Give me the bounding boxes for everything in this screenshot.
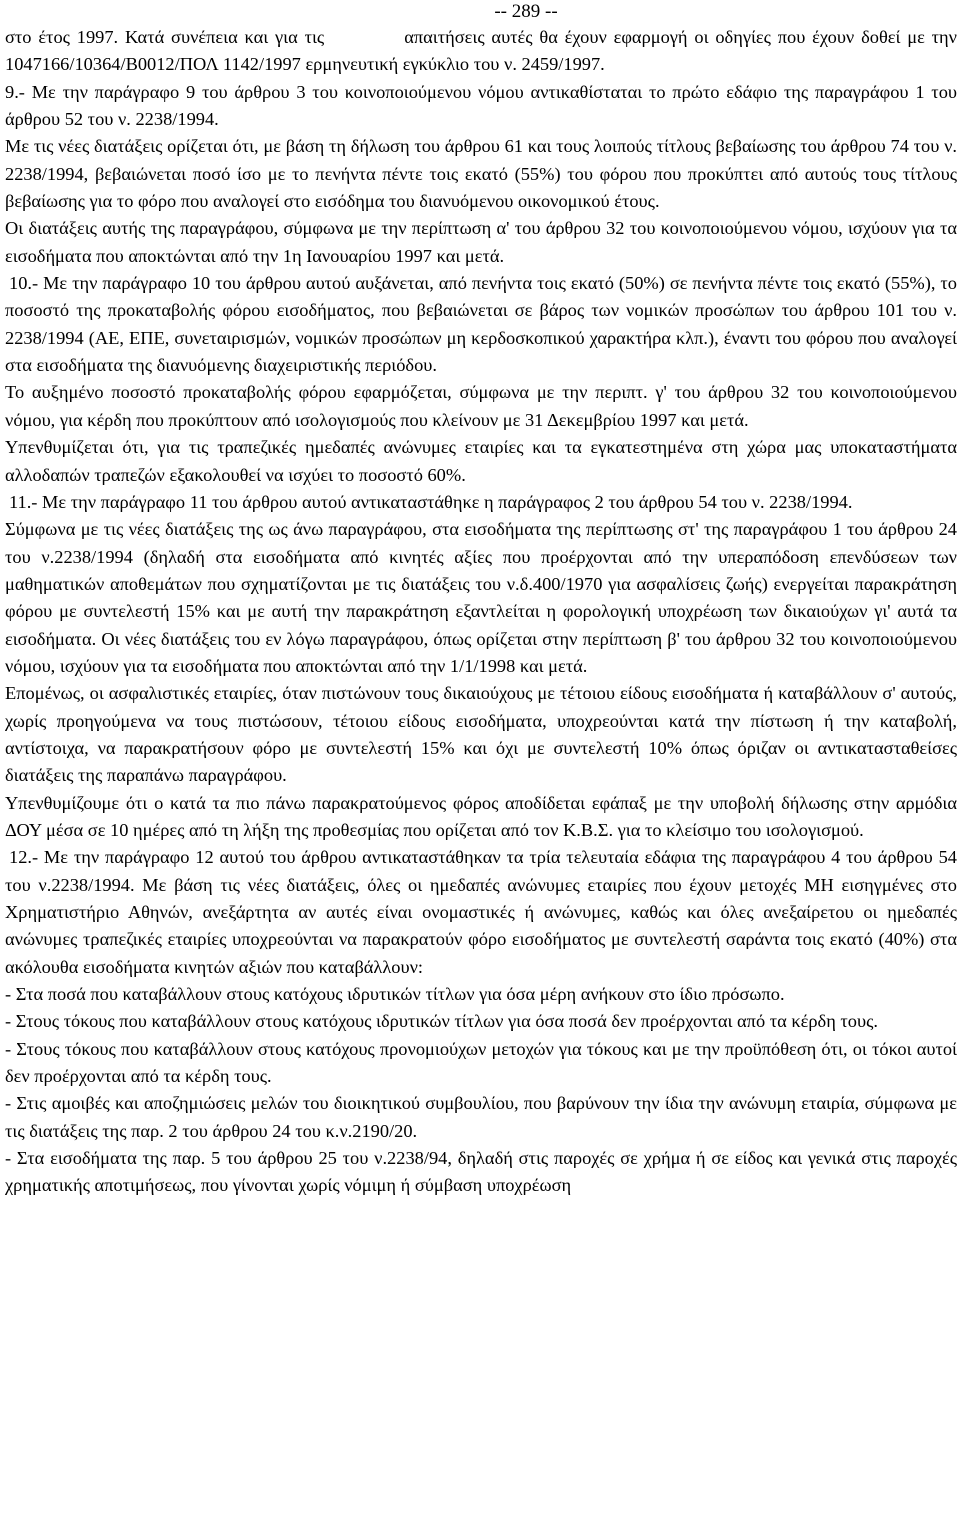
paragraph bbox=[5, 24, 957, 79]
bullet-item: - Στα ποσά που καταβάλλουν στους κατόχους ιδρυτικών τίτλων για όσα μέρη ανήκουν στο ίδιο πρόσωπο. bbox=[5, 984, 785, 1005]
paragraph: Σύμφωνα με τις νέες διατάξεις της ως άνω παραγράφου, στα εισοδήματα της περίπτωσης στ' της παραγράφου 1 του άρθρου 24 του ν.2238/1994 (δηλαδή στα εισοδήματα από κινητές αξίες που προέρχονται από την υπεραπόδοση επενδύσεων των μαθηματικών αποθεμάτων που σχηματίζονται με τις διατάξεις του ν.δ.400/1970 για ασφαλίσεις ζωής) ενεργείται παρακράτηση φόρου με συντελεστή 15% και με αυτή την παρακράτηση εξαντλείται η φορολογική υποχρέωση των δικαιούχων γι' αυτά τα εισοδήματα. Οι νέες διατάξεις του εν λόγω παραγράφου, όπως ορίζεται στην περίπτωση β' του άρθρου 32 του κοινοποιούμενου νόμου, ισχύουν για τα εισοδήματα που αποκτώνται από την 1/1/1998 και μετά. bbox=[5, 519, 957, 676]
paragraph: 10.- Με την παράγραφο 10 του άρθρου αυτού αυξάνεται, από πενήντα τοις εκατό (50%) σε πενήντα πέντε τοις εκατό (55%), το ποσοστό της προκαταβολής φόρου εισοδήματος, που βεβαιώνεται σε βάρος των νομικών προσώπων του άρθρου 101 του ν. 2238/1994 (ΑΕ, ΕΠΕ, συνεταιρισμών, νομικών προσώπων μη κερδοσκοπικού χαρακτήρα κλπ.), έναντι του φόρου που αναλογεί στα εισοδήματα της διανυόμενης διαχειριστικής περιόδου. bbox=[5, 273, 957, 376]
paragraph: Επομένως, οι ασφαλιστικές εταιρίες, όταν πιστώνουν τους δικαιούχους με τέτοιου είδους εισοδήματα ή καταβάλλουν σ' αυτούς, χωρίς προηγούμενα να τους πιστώσουν, τέτοιου είδους εισοδήματα, υποχρεούνται κατά την πίστωση ή την καταβολή, αντίστοιχα, να παρακρατήσουν φόρο με συντελεστή 15% και όχι με συντελεστή 10% όπως όριζαν οι αντικατασταθείσες διατάξεις της παραπάνω παραγράφου. bbox=[5, 683, 957, 786]
bullet-item: - Στους τόκους που καταβάλλουν στους κατόχους ιδρυτικών τίτλων για όσα ποσά δεν προέρχονται από τα κέρδη τους. bbox=[5, 1011, 878, 1032]
page-number: -- 289 -- bbox=[494, 1, 558, 22]
paragraph: 11.- Με την παράγραφο 11 του άρθρου αυτού αντικαταστάθηκε η παράγραφος 2 του άρθρου 54 του ν. 2238/1994. bbox=[9, 491, 853, 512]
paragraph: 12.- Με την παράγραφο 12 αυτού του άρθρου αντικαταστάθηκαν τα τρία τελευταία εδάφια της παραγράφου 4 του άρθρου 54 του ν.2238/1994. Με βάση τις νέες διατάξεις, όλες οι ημεδαπές ανώνυμες εταιρίες που έχουν μετοχές ΜΗ εισηγμένες στο Χρηματιστήριο Αθηνών, ανεξάρτητα αν αυτές είναι ονομαστικές ή ανώνυμες, καθώς και όλες ανεξαίρετου οι ημεδαπές ανώνυμες τραπεζικές εταιρίες υποχρεούνται να παρακρατούν φόρο εισοδήματος με συντελεστή σαράντα τοις εκατό (40%) στα ακόλουθα εισοδήματα κινητών αξιών που καταβάλλουν: bbox=[5, 847, 957, 977]
paragraph: Υπενθυμίζουμε ότι ο κατά τα πιο πάνω παρακρατούμενος φόρος αποδίδεται εφάπαξ με την υποβολή δήλωσης στην αρμόδια ΔΟΥ μέσα σε 10 ημέρες από τη λήξη της προθεσμίας που ορίζεται από τον Κ.Β.Σ. για το κλείσιμο του ισολογισμού. bbox=[5, 792, 957, 840]
paragraph-text-start: στο έτος 1997. Κατά συνέπεια και για τις bbox=[5, 27, 325, 47]
paragraph: Υπενθυμίζεται ότι, για τις τραπεζικές ημεδαπές ανώνυμες εταιρίες και τα εγκατεστημένα στη χώρα μας υποκαταστήματα αλλοδαπών τραπεζών εξακολουθεί να ισχύει το ποσοστό 60%. bbox=[5, 437, 957, 485]
bullet-item: - Στους τόκους που καταβάλλουν στους κατόχους προνομιούχων μετοχών για τόκους και με την προϋπόθεση ότι, οι τόκοι αυτοί δεν προέρχονται από τα κέρδη τους. bbox=[5, 1038, 957, 1087]
bullet-item: - Στις αμοιβές και αποζημιώσεις μελών του διοικητικού συμβουλίου, που βαρύνουν την ίδια την ανώνυμη εταιρία, σύμφωνα με τις διατάξεις της παρ. 2 του άρθρου 24 του κ.ν.2190/20. bbox=[5, 1093, 957, 1141]
document-page bbox=[5, 0, 957, 1200]
bullet-item: - Στα εισοδήματα της παρ. 5 του άρθρου 25 του ν.2238/94, δηλαδή στις παροχές σε χρήμα ή σε είδος και γενικά στις παροχές χρηματικής αποτιμήσεως, που γίνονται χωρίς νόμιμη ή σύμβαση υποχρέωση bbox=[5, 1148, 957, 1196]
paragraph: 9.- Με την παράγραφο 9 του άρθρου 3 του κοινοποιούμενου νόμου αντικαθίσταται το πρώτο εδάφιο της παραγράφου 1 του άρθρου 52 του ν. 2238/1994. bbox=[5, 81, 957, 130]
paragraph: Οι διατάξεις αυτής της παραγράφου, σύμφωνα με την περίπτωση α' του άρθρου 32 του κοινοποιούμενου νόμου, ισχύουν για τα εισοδήματα που αποκτώνται από την 1η Ιανουαρίου 1997 και μετά. bbox=[5, 218, 957, 266]
paragraph-text-end: απαιτήσεις αυτές θα έχουν εφαρμογή οι οδηγίες που έχουν δοθεί με την 1047166/10364/Β0012/ΠΟΛ 1142/1997 ερμηνευτική εγκύκλιο του ν. 2459/1997. bbox=[5, 27, 957, 75]
paragraph: Το αυξημένο ποσοστό προκαταβολής φόρου εφαρμόζεται, σύμφωνα με την περιπτ. γ' του άρθρου 32 του κοινοποιούμενου νόμου, για κέρδη που προκύπτουν από ισολογισμούς που κλείνουν με 31 Δεκεμβρίου 1997 και μετά. bbox=[5, 382, 957, 430]
paragraph: Με τις νέες διατάξεις ορίζεται ότι, με βάση τη δήλωση του άρθρου 61 και τους λοιπούς τίτλους βεβαίωσης του άρθρου 74 του ν. 2238/1994, βεβαιώνεται ποσό ίσο με το πενήντα πέντε τοις εκατό (55%) του φόρου που προκύπτει από αυτούς τους τίτλους βεβαίωσης για το φόρο που αναλογεί στο εισόδημα του διανυόμενου οικονομικού έτους. bbox=[5, 136, 957, 212]
